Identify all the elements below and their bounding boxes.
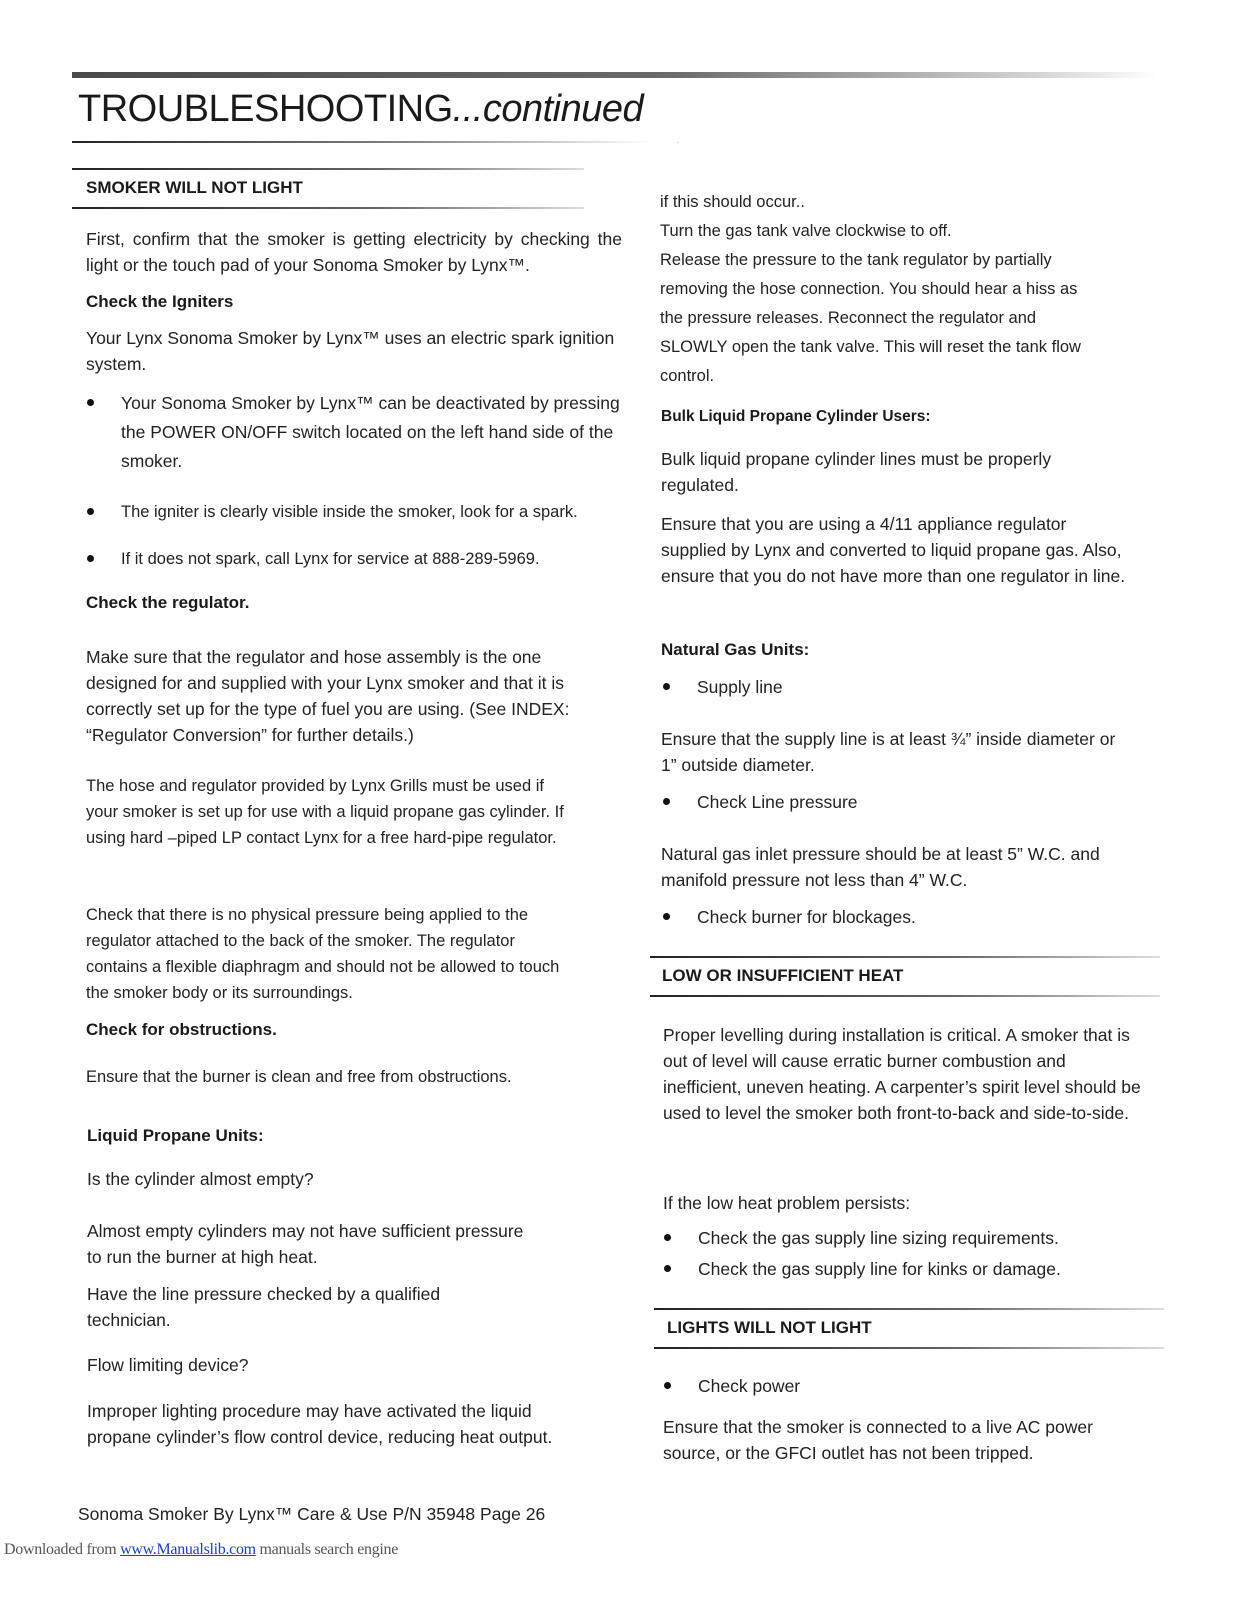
manualslib-link[interactable]: www.Manualslib.com [120,1541,256,1558]
heading-check-igniters: Check the Igniters [86,292,234,311]
section-title-lights-will-not-light: LIGHTS WILL NOT LIGHT [667,1318,872,1337]
title-rule [72,141,652,143]
section-rule-bottom [654,1347,1164,1349]
bullet-icon [663,913,670,920]
heading-liquid-propane-units: Liquid Propane Units: [87,1126,264,1145]
scan-mark [677,142,678,143]
natural-paragraph-2: Natural gas inlet pressure should be at least 5” W.C. and manifold pressure not less than 4” W.C. [661,844,1100,890]
heading-check-regulator: Check the regulator. [86,593,250,612]
igniters-paragraph: Your Lynx Sonoma Smoker by Lynx™ uses an electric spark ignition system. [86,328,615,374]
list-item: Supply line [697,673,1117,702]
section-title-smoker-will-not-light: SMOKER WILL NOT LIGHT [86,178,303,197]
list-item: Check the gas supply line for kinks or damage. [698,1255,1138,1284]
bullet-icon [87,399,94,406]
low-heat-paragraph-2: If the low heat problem persists: [663,1193,911,1213]
bullet-icon [87,508,94,515]
lights-paragraph-1: Ensure that the smoker is connected to a live AC power source, or the GFCI outlet has not been tripped. [663,1417,1093,1463]
lp-paragraph-3: Improper lighting procedure may have activated the liquid propane cylinder’s flow control device, reducing heat output. [87,1401,553,1447]
list-item: The igniter is clearly visible inside the smoker, look for a spark. [121,498,621,527]
lp-paragraph-1: Almost empty cylinders may not have sufficient pressure to run the burner at high heat. [87,1221,524,1267]
low-heat-paragraph-1: Proper levelling during installation is critical. A smoker that is out of level will cause erratic burner combustion and inefficient, uneven heating. A carpenter’s spirit level should be used to level the smoker both front-to-back and side-to-side. [663,1025,1141,1123]
continued-lines: if this should occur.. Turn the gas tank valve clockwise to off. Release the pressure to the tank regulator by partially removing the hose connection. You should hear a hiss as the pressure releases. Reconnect the regulator and SLOWLY open the tank valve. This will reset the tank flow control. [660,193,1081,385]
bullet-icon [87,555,94,562]
section-rule-top [72,168,584,170]
section-rule-bottom [650,995,1160,997]
lp-question-empty: Is the cylinder almost empty? [87,1169,314,1189]
bulk-paragraph-2: Ensure that you are using a 4/11 appliance regulator supplied by Lynx and converted to liquid propane gas. Also, ensure that you do not have more than one regulator in line. [661,514,1126,586]
section-rule-top [654,1308,1164,1310]
heading-natural-gas-units: Natural Gas Units: [661,640,810,659]
bulk-paragraph-1: Bulk liquid propane cylinder lines must be properly regulated. [661,449,1052,495]
page-footer: Sonoma Smoker By Lynx™ Care & Use P/N 35948 Page 26 [78,1504,546,1524]
bullet-icon [664,1234,671,1241]
download-banner: Downloaded from www.Manualslib.com manuals search engine [4,1541,399,1558]
regulator-paragraph-2: The hose and regulator provided by Lynx Grills must be used if your smoker is set up for use with a liquid propane gas cylinder. If using hard –piped LP contact Lynx for a free hard-pipe regulator. [86,777,564,847]
intro-paragraph: First, confirm that the smoker is getting electricity by checking the light or the touch pad of your Sonoma Smoker by Lynx™. [86,229,622,275]
list-item: Check power [698,1372,1118,1401]
bullet-icon [663,683,670,690]
natural-paragraph-1: Ensure that the supply line is at least ¾” inside diameter or 1” outside diameter. [661,729,1116,775]
page-title: TROUBLESHOOTING...continued [78,88,644,130]
section-rule-top [650,956,1160,958]
bullet-icon [664,1382,671,1389]
section-title-low-heat: LOW OR INSUFFICIENT HEAT [662,966,904,985]
lp-paragraph-2: Have the line pressure checked by a qualified technician. [87,1284,441,1330]
list-item: Your Sonoma Smoker by Lynx™ can be deactivated by pressing the POWER ON/OFF switch located on the left hand side of the smoker. [121,389,621,476]
bullet-icon [664,1265,671,1272]
list-item: Check the gas supply line sizing requirements. [698,1224,1138,1253]
bullet-icon [663,798,670,805]
list-item: Check Line pressure [697,788,1117,817]
list-item: If it does not spark, call Lynx for service at 888-289-5969. [121,545,621,574]
obstructions-paragraph: Ensure that the burner is clean and free from obstructions. [86,1068,512,1086]
section-rule-bottom [72,207,584,209]
regulator-paragraph-3: Check that there is no physical pressure being applied to the regulator attached to the back of the smoker. The regulator contains a flexible diaphragm and should not be allowed to touch the smoker body or its surroundings. [86,906,560,1002]
regulator-paragraph-1: Make sure that the regulator and hose assembly is the one designed for and supplied with your Lynx smoker and that it is correctly set up for the type of fuel you are using. (See INDEX: “Regulator Conversion” for further details.) [86,647,570,745]
heading-bulk-lp: Bulk Liquid Propane Cylinder Users: [661,408,931,425]
list-item: Check burner for blockages. [697,903,1117,932]
lp-question-flow: Flow limiting device? [87,1355,249,1375]
heading-check-obstructions: Check for obstructions. [86,1020,277,1039]
top-rule [72,72,1157,78]
